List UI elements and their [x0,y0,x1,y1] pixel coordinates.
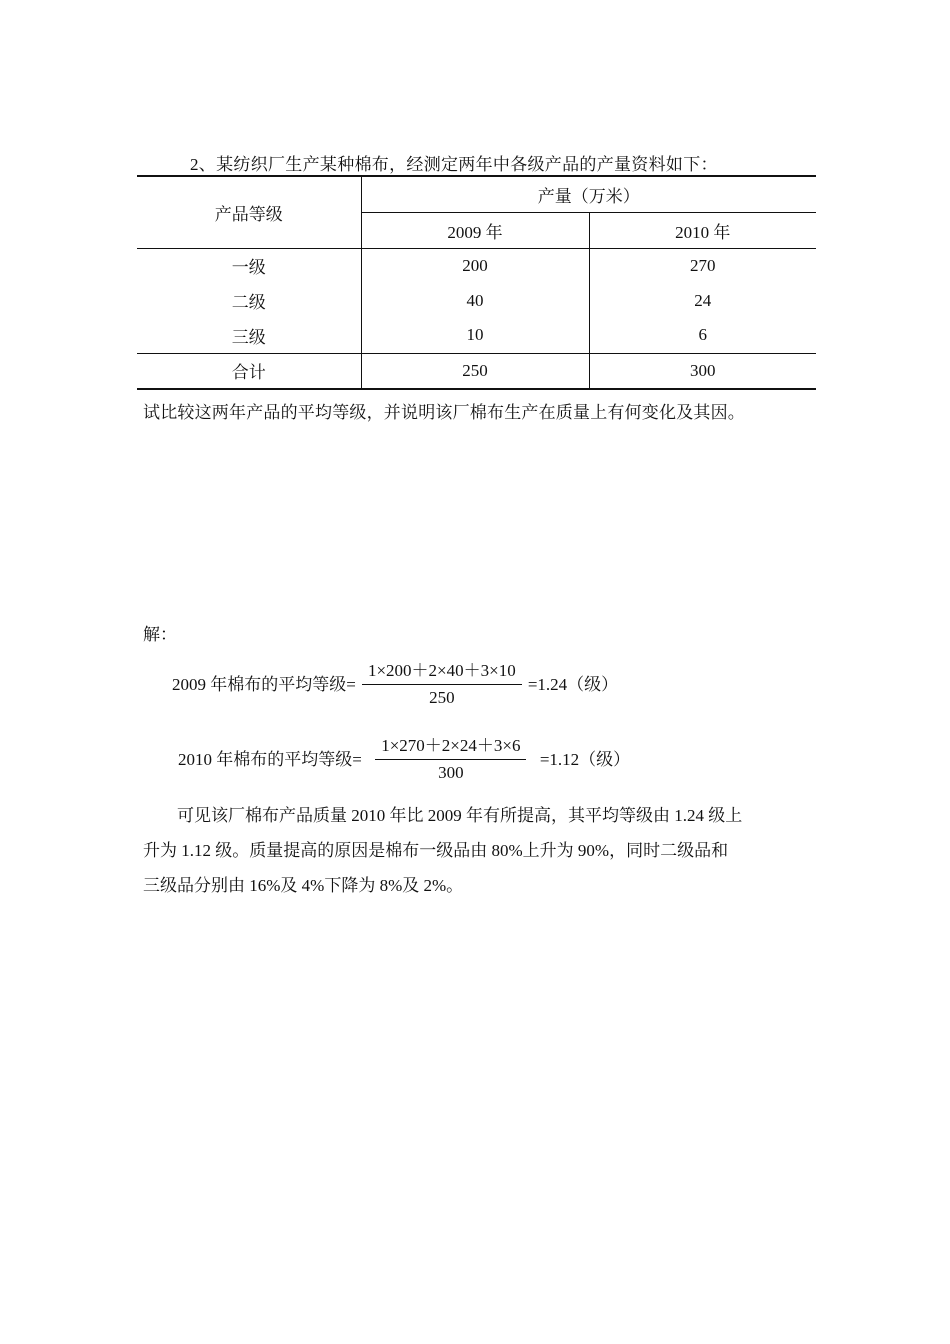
cell-2010: 24 [589,283,816,318]
cell-grade: 二级 [231,293,266,312]
header-year-2009: 2009 年 [361,212,589,248]
cell-2010: 270 [589,248,816,283]
cell-2010: 6 [589,318,816,353]
table-row [137,283,816,318]
question-text: 试比较这两年产品的平均等级，并说明该厂棉布生产在质量上有何变化及其因。 [143,403,745,422]
total-2010: 300 [589,353,816,389]
table-row [137,248,816,283]
table-total-row [137,353,816,389]
header-output: 产量（万米） [361,176,816,212]
formula-prefix: 2010 年棉布的平均等级= [178,749,362,769]
cell-grade: 一级 [231,258,266,278]
table-row [137,318,816,353]
total-2009: 250 [361,353,589,389]
cell-grade: 三级 [137,318,361,353]
conclusion-paragraph [143,798,815,903]
formula-prefix: 2009 年棉布的平均等级= [172,674,356,694]
fraction-numerator: 1×200＋2×40＋3×10 [362,656,522,685]
cell-2009: 200 [361,248,589,283]
cell-2009: 10 [361,318,589,353]
formula-2010 [178,731,630,783]
formula-2009 [172,656,618,708]
solution-label: 解： [143,625,177,644]
cell-2009: 40 [361,283,589,318]
fraction [358,656,526,708]
fraction [364,731,538,783]
production-table [137,175,816,390]
header-year-2010: 2010 年 [589,212,816,248]
fraction-denominator: 250 [429,688,455,707]
header-grade: 产品等级 [137,176,361,248]
fraction-denominator: 300 [438,763,464,782]
conclusion-line: 升为 1.12 级。质量提高的原因是棉布一级品由 80%上升为 90%，同时二级品和 [143,841,729,860]
fraction-numerator: 1×270＋2×24＋3×6 [375,731,526,760]
problem-intro: 2、某纺织厂生产某种棉布，经测定两年中各级产品的产量资料如下： [190,155,718,174]
conclusion-line: 可见该厂棉布产品质量 2010 年比 2009 年有所提高，其平均等级由 1.24 级上 [177,806,743,825]
conclusion-line: 三级品分别由 16%及 4%下降为 8%及 2%。 [143,876,464,895]
formula-result: =1.12（级） [539,749,631,769]
formula-result: =1.24（级） [527,674,619,694]
total-label: 合计 [137,353,361,389]
